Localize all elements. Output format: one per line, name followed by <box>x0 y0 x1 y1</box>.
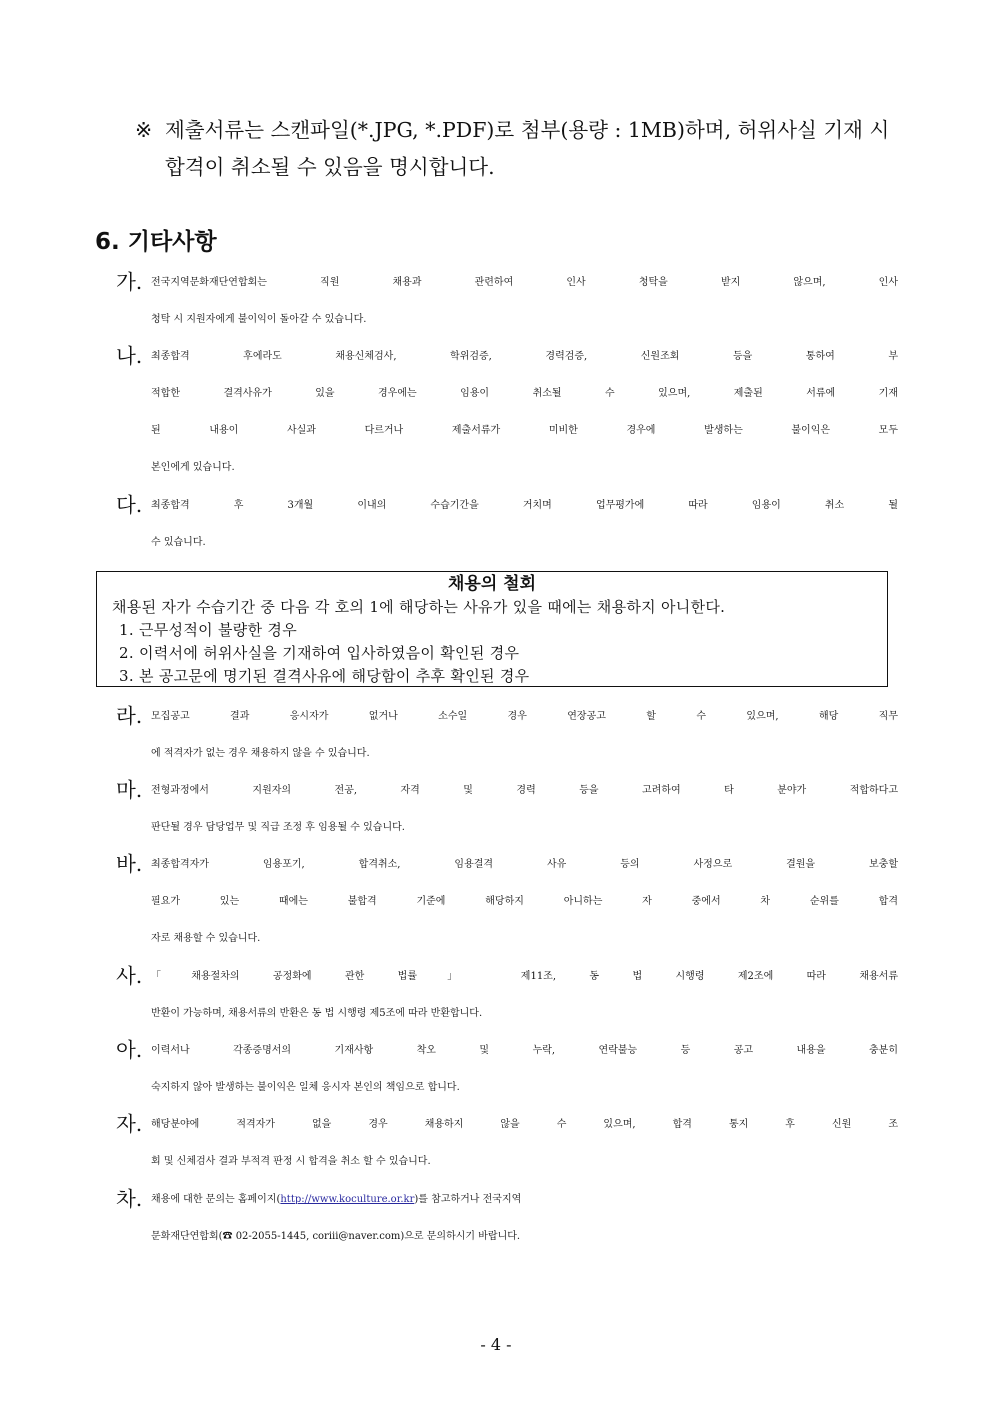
item-label: 라. <box>116 704 143 728</box>
section-heading: 6. 기타사항 <box>95 229 217 255</box>
item-label: 바. <box>116 852 143 876</box>
item-line: 판단될 경우 담당업무 및 직급 조정 후 임용될 수 있습니다. <box>151 822 405 833</box>
item-line: 문화재단연합회(☎ 02-2055-1445, coriii@naver.com)으로 문의하시기 바랍니다. <box>151 1231 521 1242</box>
item-line: 회 및 신체검사 결과 부적격 판정 시 합격을 취소 할 수 있습니다. <box>151 1156 431 1167</box>
item-label: 나. <box>116 344 143 368</box>
item-line: 적합한 결격사유가 있을 경우에는 임용이 취소될 수 있으며, 제출된 서류에 기재 <box>151 388 898 399</box>
list-item-cha <box>116 1181 898 1255</box>
list-item-ba <box>116 846 898 957</box>
item-line: 전국지역문화재단연합회는 직원 채용과 관련하여 인사 청탁을 받지 않으며, 인사 <box>151 277 898 288</box>
item-label: 아. <box>116 1038 143 1062</box>
box-item-3: 3. 본 공고문에 명기된 결격사유에 해당함이 추후 확인된 경우 <box>119 667 530 685</box>
item-line: 최종합격 후 3개월 이내의 수습기간을 거치며 업무평가에 따라 임용이 취소 될 <box>151 500 898 511</box>
item-line: 본인에게 있습니다. <box>151 462 235 473</box>
list-item-na <box>116 338 898 486</box>
inquiry-text-post: )를 참고하거나 전국지역 <box>414 1194 522 1205</box>
note-line-2: 합격이 취소될 수 있음을 명시합니다. <box>165 155 495 179</box>
list-item-ga <box>116 264 898 338</box>
list-item-da <box>116 487 898 561</box>
inquiry-text-pre: 채용에 대한 문의는 홈페이지( <box>151 1194 281 1205</box>
item-line: 숙지하지 않아 발생하는 불이익은 일체 응시자 본인의 책임으로 합니다. <box>151 1082 460 1093</box>
item-line: 에 적격자가 없는 경우 채용하지 않을 수 있습니다. <box>151 748 370 759</box>
item-label: 가. <box>116 270 143 294</box>
item-line: 반환이 가능하며, 채용서류의 반환은 동 법 시행령 제5조에 따라 반환합니다. <box>151 1008 483 1019</box>
list-item-sa <box>116 958 898 1032</box>
item-label: 사. <box>116 964 143 988</box>
item-line: 최종합격자가 임용포기, 합격취소, 임용결격 사유 등의 사정으로 결원을 보충할 <box>151 859 898 870</box>
reference-mark: ※ <box>135 118 153 142</box>
list-item-ma <box>116 772 898 846</box>
item-line: 해당분야에 적격자가 없을 경우 채용하지 않을 수 있으며, 합격 통지 후 신원 조 <box>151 1119 898 1130</box>
withdrawal-box <box>96 571 888 687</box>
item-line: 이력서나 각종증명서의 기재사항 착오 및 누락, 연락불능 등 공고 내용을 충분히 <box>151 1045 898 1056</box>
item-line: 전형과정에서 지원자의 전공, 자격 및 경력 등을 고려하여 타 분야가 적합하다고 <box>151 785 898 796</box>
list-item-ra <box>116 698 898 772</box>
item-line: 자로 채용할 수 있습니다. <box>151 933 261 944</box>
list-item-ja <box>116 1106 898 1180</box>
item-line: 모집공고 결과 응시자가 없거나 소수일 경우 연장공고 할 수 있으며, 해당 직무 <box>151 711 898 722</box>
item-line: 필요가 있는 때에는 불합격 기준에 해당하지 아니하는 자 중에서 차 순위를 합격 <box>151 896 898 907</box>
item-line: 수 있습니다. <box>151 537 206 548</box>
item-line: 된 내용이 사실과 다르거나 제출서류가 미비한 경우에 발생하는 불이익은 모두 <box>151 425 898 436</box>
box-title: 채용의 철회 <box>447 574 537 594</box>
note-line-1: 제출서류는 스캔파일(*.JPG, *.PDF)로 첨부(용량 : 1MB)하며, 허위사실 기재 시 <box>165 118 890 142</box>
item-line <box>116 1181 898 1218</box>
page-number: - 4 - <box>480 1335 512 1354</box>
box-item-1: 1. 근무성적이 불량한 경우 <box>119 621 298 639</box>
item-line: 「채용절차의 공정화에 관한 법률」 제11조, 동 법 시행령 제2조에 따라 채용서류 <box>151 971 898 982</box>
item-line: 청탁 시 지원자에게 불이익이 돌아갈 수 있습니다. <box>151 314 367 325</box>
box-intro: 채용된 자가 수습기간 중 다음 각 호의 1에 해당하는 사유가 있을 때에는 채용하지 아니한다. <box>112 598 726 616</box>
item-label: 자. <box>116 1112 143 1136</box>
homepage-link[interactable]: http://www.koculture.or.kr <box>280 1194 415 1205</box>
item-label: 다. <box>116 493 143 517</box>
item-label: 마. <box>116 778 143 802</box>
box-item-2: 2. 이력서에 허위사실을 기재하여 입사하였음이 확인된 경우 <box>119 644 520 662</box>
list-item-a <box>116 1032 898 1106</box>
item-line: 최종합격 후에라도 채용신체검사, 학위검증, 경력검증, 신원조회 등을 통하여 부 <box>151 351 898 362</box>
item-label: 차. <box>116 1187 143 1211</box>
